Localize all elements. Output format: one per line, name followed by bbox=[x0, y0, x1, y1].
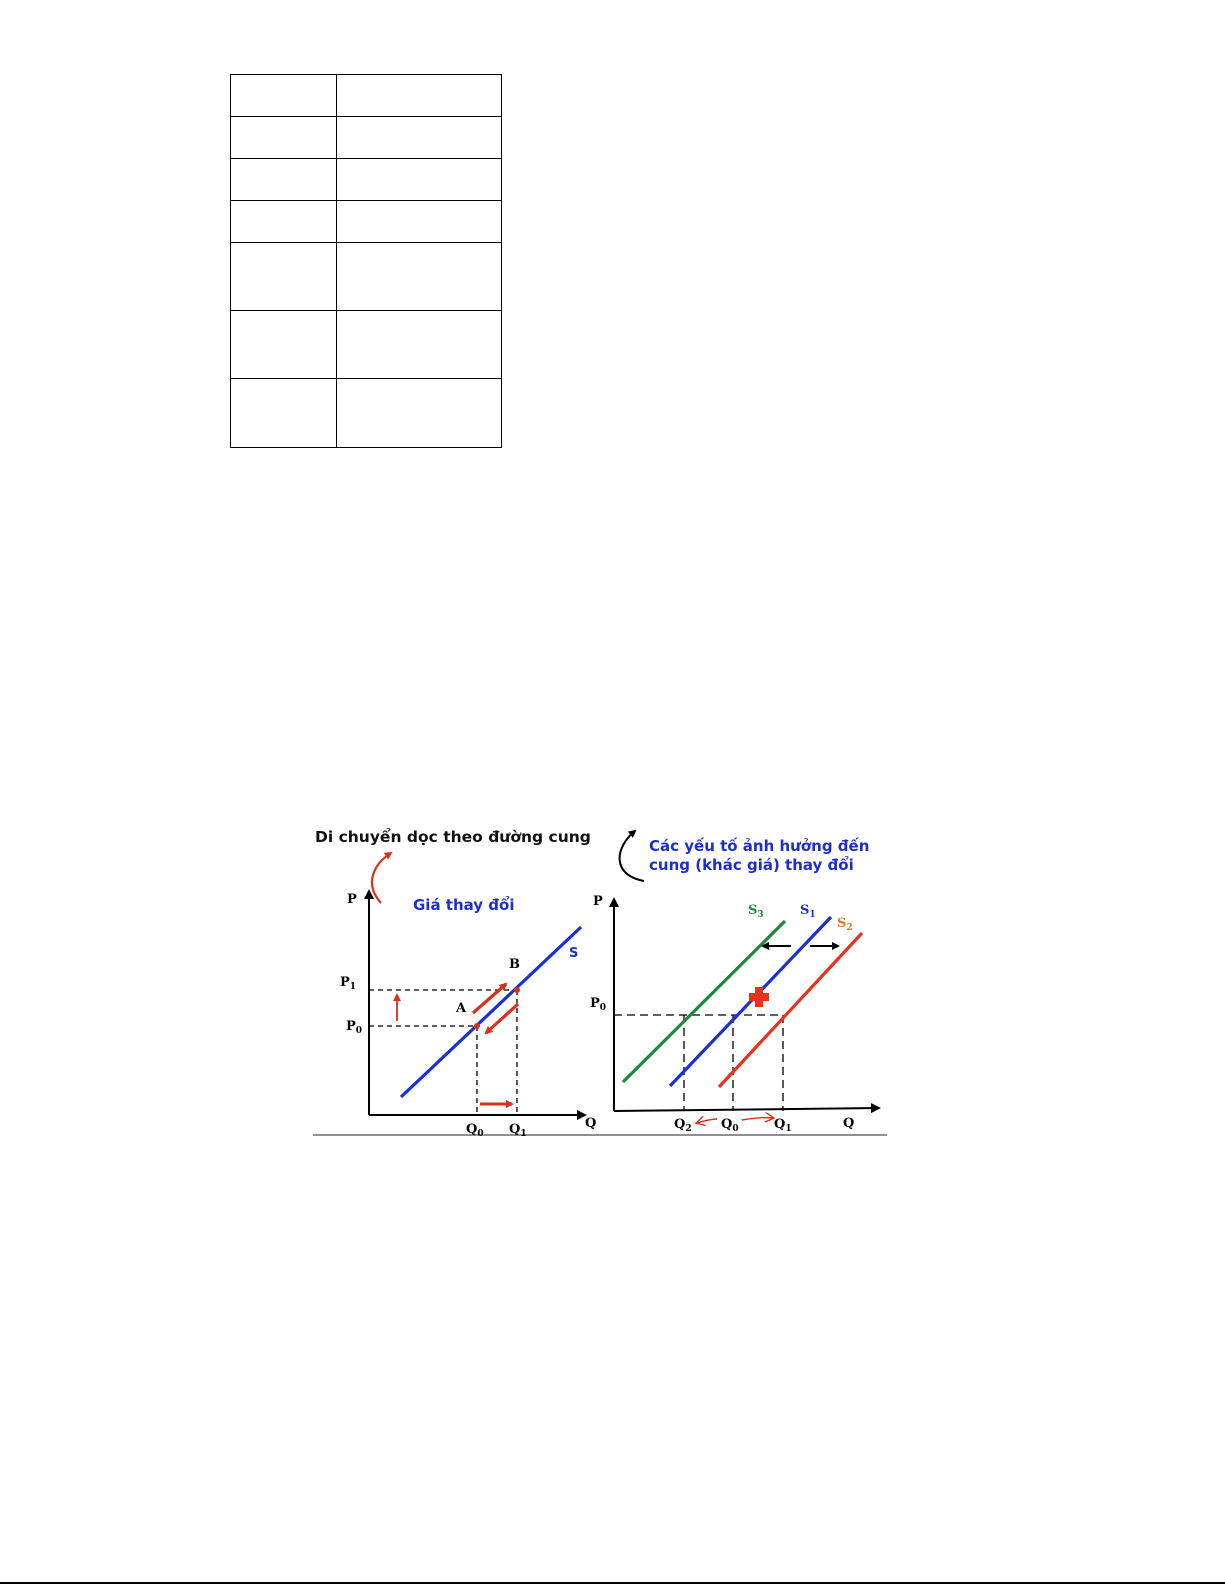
right-panel-title-line2: cung (khác giá) thay đổi bbox=[649, 856, 854, 874]
table-cell bbox=[337, 379, 502, 448]
table-cell bbox=[231, 311, 337, 379]
table-cell bbox=[231, 117, 337, 159]
supply-curve-figure bbox=[313, 815, 887, 1147]
table-cell bbox=[337, 201, 502, 243]
curved-black-arrow-icon bbox=[620, 831, 644, 881]
supply-curve-s bbox=[401, 927, 581, 1097]
q1-label: $Q_1$ bbox=[509, 1122, 527, 1139]
q1-label-right: $Q_1$ bbox=[774, 1117, 792, 1134]
left-panel bbox=[315, 827, 596, 1139]
table-cell bbox=[337, 117, 502, 159]
left-y-axis-label: P bbox=[347, 892, 357, 907]
price-change-annotation: Giá thay đổi bbox=[413, 896, 515, 914]
right-panel-title-line1: Các yếu tố ảnh hưởng đến bbox=[649, 837, 870, 855]
point-b bbox=[514, 987, 520, 993]
table-cell bbox=[231, 201, 337, 243]
page-bottom-rule bbox=[0, 1582, 1225, 1584]
q0-label: $Q_0$ bbox=[466, 1122, 484, 1139]
p0-label: $P_0$ bbox=[346, 1019, 363, 1036]
supply-diagrams bbox=[313, 815, 887, 1147]
point-b-label: B bbox=[509, 957, 520, 972]
supply-curve-label: S bbox=[569, 946, 579, 961]
table-cell bbox=[337, 75, 502, 117]
empty-table bbox=[230, 74, 502, 448]
q0-label-right: $Q_0$ bbox=[721, 1117, 739, 1134]
p1-label: $P_1$ bbox=[340, 975, 357, 992]
s3-label: $S_3$ bbox=[748, 903, 764, 920]
right-panel bbox=[590, 831, 879, 1134]
s1-label: $S_1$ bbox=[800, 903, 816, 920]
table-cell bbox=[231, 159, 337, 201]
left-panel-title: Di chuyển dọc theo đường cung bbox=[315, 828, 591, 846]
right-y-axis-label: P bbox=[593, 894, 603, 909]
table-cell bbox=[337, 311, 502, 379]
q-shift-left-arrow-icon bbox=[697, 1119, 717, 1123]
q-shift-right-arrow-icon bbox=[742, 1118, 773, 1120]
table-cell bbox=[231, 243, 337, 311]
table-cell bbox=[231, 75, 337, 117]
table-cell bbox=[231, 379, 337, 448]
move-down-arrow-icon bbox=[486, 1004, 518, 1033]
s2-label: $S_2$ bbox=[837, 916, 853, 933]
table-cell bbox=[337, 243, 502, 311]
point-a-label: A bbox=[456, 1001, 467, 1016]
right-x-axis-label: Q bbox=[843, 1116, 855, 1131]
point-a bbox=[474, 1023, 480, 1029]
supply-curve-s1 bbox=[670, 917, 831, 1086]
left-x-axis-label: Q bbox=[585, 1116, 597, 1131]
table-cell bbox=[337, 159, 502, 201]
move-up-arrow-icon bbox=[473, 984, 506, 1013]
p0-label-right: $P_0$ bbox=[590, 996, 607, 1013]
plus-marker-icon bbox=[749, 987, 769, 1007]
right-x-axis bbox=[614, 1108, 879, 1111]
q2-label: $Q_2$ bbox=[674, 1117, 692, 1134]
curved-arrow-icon bbox=[372, 853, 391, 903]
